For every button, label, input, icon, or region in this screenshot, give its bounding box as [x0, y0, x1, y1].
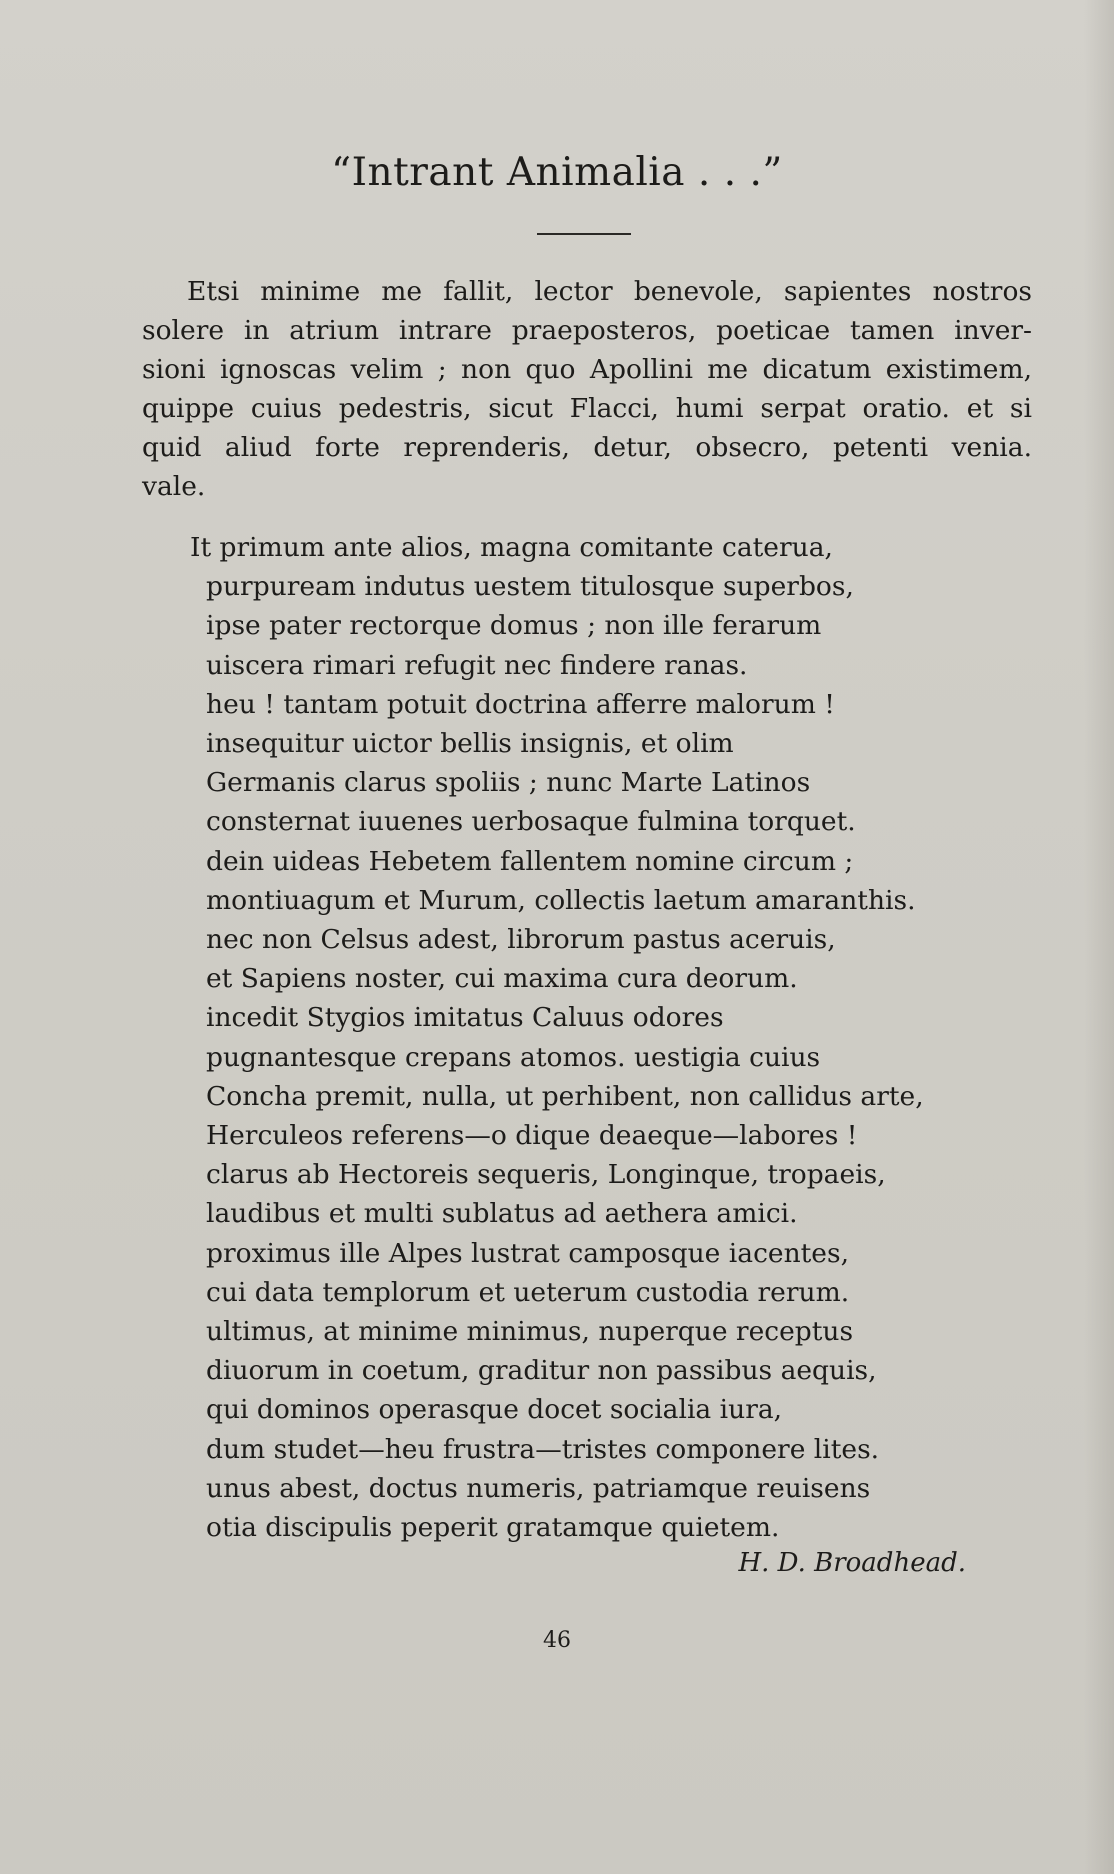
- verse-line: proximus ille Alpes lustrat camposque iacentes,: [206, 1237, 850, 1269]
- verse-line: et Sapiens noster, cui maxima cura deorum.: [206, 963, 798, 995]
- author-signature: H. D. Broadhead.: [738, 1548, 966, 1578]
- verse-line: montiuagum et Murum, collectis laetum amaranthis.: [206, 884, 916, 916]
- verse-line: ipse pater rectorque domus ; non ille ferarum: [206, 610, 822, 642]
- verse-line: pugnantesque crepans atomos. uestigia cuius: [206, 1041, 821, 1073]
- verse-line: cui data templorum et ueterum custodia rerum.: [206, 1276, 850, 1308]
- intro-line: Etsi minime me fallit, lector benevole, sapientes nostros: [187, 276, 1032, 307]
- intro-line: sioni ignoscas velim ; non quo Apollini me dicatum existimem,: [142, 354, 1032, 385]
- verse-line: dein uideas Hebetem fallentem nomine circum ;: [206, 845, 854, 877]
- verse-line: ultimus, at minime minimus, nuperque receptus: [206, 1316, 854, 1348]
- verse-line: It primum ante alios, magna comitante caterua,: [190, 532, 833, 563]
- verse-line: incedit Stygios imitatus Caluus odores: [206, 1002, 724, 1034]
- verse-line: nec non Celsus adest, librorum pastus aceruis,: [206, 924, 836, 956]
- title-rule: [537, 233, 631, 235]
- poem-title: “Intrant Animalia . . .”: [331, 150, 783, 195]
- intro-line: vale.: [142, 471, 206, 502]
- verse-line: otia discipulis peperit gratamque quietem.: [206, 1512, 780, 1544]
- intro-paragraph: [142, 272, 1032, 506]
- verse-line: clarus ab Hectoreis sequeris, Longinque, tropaeis,: [206, 1159, 886, 1191]
- page-edge-shadow: [1084, 0, 1114, 1874]
- verse-line: consternat iuuenes uerbosaque fulmina torquet.: [206, 806, 856, 838]
- verse-line: insequitur uictor bellis insignis, et olim: [206, 728, 734, 760]
- verse-line: Germanis clarus spoliis ; nunc Marte Latinos: [206, 767, 811, 799]
- verse-line: diuorum in coetum, graditur non passibus aequis,: [206, 1355, 877, 1387]
- verse-line: uiscera rimari refugit nec findere ranas.: [206, 649, 748, 681]
- verse-line: laudibus et multi sublatus ad aethera amici.: [206, 1198, 798, 1230]
- verse-line: Herculeos referens—o dique deaeque—labores !: [206, 1120, 858, 1152]
- intro-line: quid aliud forte reprenderis, detur, obsecro, petenti venia.: [142, 432, 1032, 463]
- poem-verses: [190, 528, 1010, 1547]
- intro-line: solere in atrium intrare praeposteros, poeticae tamen inver-: [142, 315, 1032, 346]
- verse-line: dum studet—heu frustra—tristes componere lites.: [206, 1433, 880, 1465]
- page-number: 46: [543, 1628, 571, 1653]
- verse-line: Concha premit, nulla, ut perhibent, non callidus arte,: [206, 1080, 924, 1112]
- verse-line: purpuream indutus uestem titulosque superbos,: [206, 571, 854, 603]
- verse-line: heu ! tantam potuit doctrina afferre malorum !: [206, 688, 835, 720]
- verse-line: unus abest, doctus numeris, patriamque reuisens: [206, 1472, 871, 1504]
- verse-line: qui dominos operasque docet socialia iura,: [206, 1394, 783, 1426]
- intro-line: quippe cuius pedestris, sicut Flacci, humi serpat oratio. et si: [142, 393, 1032, 424]
